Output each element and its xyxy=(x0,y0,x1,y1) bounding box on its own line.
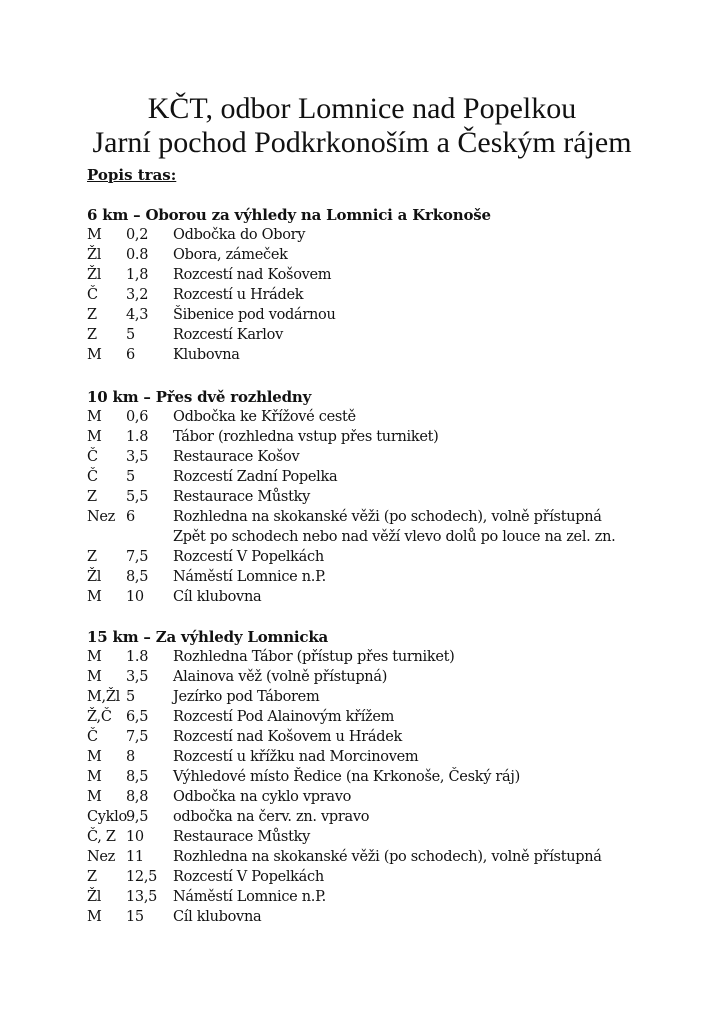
stop-trail-code: M xyxy=(87,649,102,665)
stop-trail-code: Žl xyxy=(87,889,102,905)
stop-trail-code: M xyxy=(87,589,102,605)
stop-distance: 9,5 xyxy=(126,809,149,825)
route-heading: 6 km – Oborou za výhledy na Lomnici a Krkonoše xyxy=(87,206,491,224)
route-6km xyxy=(87,205,687,365)
stop-distance: 6 xyxy=(126,509,135,525)
stop-distance: 3,5 xyxy=(126,669,149,685)
stop-distance: 12,5 xyxy=(126,869,158,885)
document-title: KČT, odbor Lomnice nad Popelkou xyxy=(147,92,577,125)
stop-place: odbočka na červ. zn. vpravo xyxy=(173,809,370,825)
stop-place: Odbočka ke Křížové cestě xyxy=(173,409,356,425)
stop-distance: 0.8 xyxy=(126,247,149,263)
stop-distance: 8,8 xyxy=(126,789,149,805)
stop-place: Cíl klubovna xyxy=(173,909,262,925)
stop-place: Výhledové místo Ředice (na Krkonoše, Český ráj) xyxy=(173,769,520,785)
stop-distance: 1,8 xyxy=(126,267,149,283)
stop-row xyxy=(87,827,687,847)
stop-row xyxy=(87,225,687,245)
stop-row xyxy=(87,867,687,887)
stop-distance: 3,5 xyxy=(126,449,149,465)
stop-place: Obora, zámeček xyxy=(173,247,288,263)
route-heading: 15 km – Za výhledy Lomnicka xyxy=(87,628,329,646)
stop-trail-code: Z xyxy=(87,327,97,343)
stop-trail-code: Č xyxy=(87,449,98,465)
stop-row xyxy=(87,707,687,727)
stop-trail-code: Z xyxy=(87,869,97,885)
stop-trail-code: Z xyxy=(87,307,97,323)
stop-distance: 10 xyxy=(126,589,144,605)
stop-row xyxy=(87,245,687,265)
stop-distance: 7,5 xyxy=(126,729,149,745)
stop-row xyxy=(87,547,687,567)
stop-distance: 7,5 xyxy=(126,549,149,565)
stop-place: Restaurace Můstky xyxy=(173,829,310,845)
stop-row xyxy=(87,687,687,707)
stop-row xyxy=(87,587,687,607)
stop-row xyxy=(87,887,687,907)
stop-row xyxy=(87,567,687,587)
stop-distance: 5,5 xyxy=(126,489,149,505)
stop-row xyxy=(87,345,687,365)
stop-row xyxy=(87,847,687,867)
stop-place: Jezírko pod Táborem xyxy=(173,689,320,705)
section-label-route-descriptions: Popis tras: xyxy=(87,166,177,184)
stop-place: Restaurace Můstky xyxy=(173,489,310,505)
stop-row xyxy=(87,647,687,667)
stop-distance: 15 xyxy=(126,909,144,925)
stop-distance: 11 xyxy=(126,849,144,865)
stop-trail-code: M,Žl xyxy=(87,689,120,705)
stop-place: Rozcestí Karlov xyxy=(173,327,283,343)
stop-trail-code: Č xyxy=(87,469,98,485)
route-15km xyxy=(87,627,687,927)
stop-row xyxy=(87,727,687,747)
stop-row xyxy=(87,325,687,345)
stop-distance: 1.8 xyxy=(126,649,149,665)
stop-row xyxy=(87,747,687,767)
stop-distance: 8 xyxy=(126,749,135,765)
stop-distance: 0,2 xyxy=(126,227,149,243)
stop-place: Rozhledna Tábor (přístup přes turniket) xyxy=(173,649,455,665)
stop-distance: 5 xyxy=(126,689,135,705)
stop-place: Odbočka do Obory xyxy=(173,227,306,243)
stop-distance: 4,3 xyxy=(126,307,149,323)
stop-distance: 8,5 xyxy=(126,769,149,785)
stop-trail-code: Žl xyxy=(87,569,102,585)
stop-row xyxy=(87,667,687,687)
stop-trail-code: M xyxy=(87,769,102,785)
stop-place: Cíl klubovna xyxy=(173,589,262,605)
stop-distance: 6 xyxy=(126,347,135,363)
stop-distance: 0,6 xyxy=(126,409,149,425)
stop-place: Rozcestí V Popelkách xyxy=(173,869,324,885)
stop-place: Alainova věž (volně přístupná) xyxy=(173,669,388,685)
stop-row xyxy=(87,285,687,305)
stop-distance: 5 xyxy=(126,469,135,485)
stop-row xyxy=(87,787,687,807)
stop-place: Rozcestí Pod Alainovým křížem xyxy=(173,709,395,725)
stop-trail-code: M xyxy=(87,789,102,805)
stop-trail-code: Č xyxy=(87,729,98,745)
stop-row xyxy=(87,507,687,527)
stop-trail-code: Ž,Č xyxy=(87,709,112,725)
stop-place: Rozhledna na skokanské věži (po schodech), volně přístupná xyxy=(173,849,602,865)
route-note xyxy=(87,527,687,547)
stop-place: Restaurace Košov xyxy=(173,449,300,465)
stop-place: Rozcestí V Popelkách xyxy=(173,549,324,565)
stop-trail-code: Z xyxy=(87,489,97,505)
stop-place: Náměstí Lomnice n.P. xyxy=(173,889,326,905)
stop-place: Rozhledna na skokanské věži (po schodech), volně přístupná xyxy=(173,509,602,525)
stop-distance: 1.8 xyxy=(126,429,149,445)
stop-row xyxy=(87,767,687,787)
stop-row xyxy=(87,487,687,507)
stop-distance: 13,5 xyxy=(126,889,158,905)
stop-distance: 5 xyxy=(126,327,135,343)
stop-row xyxy=(87,427,687,447)
stop-trail-code: Z xyxy=(87,549,97,565)
stop-place: Náměstí Lomnice n.P. xyxy=(173,569,326,585)
stop-place: Klubovna xyxy=(173,347,240,363)
stop-row xyxy=(87,907,687,927)
stop-place: Šibenice pod vodárnou xyxy=(173,307,336,323)
stop-trail-code: Nez xyxy=(87,849,116,865)
stop-distance: 8,5 xyxy=(126,569,149,585)
stop-trail-code: M xyxy=(87,669,102,685)
document-subtitle-line: Jarní pochod Podkrkonoším a Českým rájem xyxy=(92,126,632,159)
route-10km xyxy=(87,387,687,607)
stop-row xyxy=(87,447,687,467)
route-heading: 10 km – Přes dvě rozhledny xyxy=(87,388,312,406)
stop-trail-code: Žl xyxy=(87,247,102,263)
stop-row xyxy=(87,407,687,427)
stop-row xyxy=(87,305,687,325)
stop-trail-code: Nez xyxy=(87,509,116,525)
stop-trail-code: Č, Z xyxy=(87,829,116,845)
stop-distance: 6,5 xyxy=(126,709,149,725)
stop-place: Rozcestí u křížku nad Morcinovem xyxy=(173,749,419,765)
stop-row xyxy=(87,467,687,487)
stop-distance: 3,2 xyxy=(126,287,149,303)
stop-trail-code: M xyxy=(87,909,102,925)
stop-place: Rozcestí nad Košovem xyxy=(173,267,332,283)
stop-trail-code: Cyklo xyxy=(87,809,127,825)
stop-place: Tábor (rozhledna vstup přes turniket) xyxy=(173,429,439,445)
stop-trail-code: M xyxy=(87,347,102,363)
stop-trail-code: M xyxy=(87,227,102,243)
stop-trail-code: Žl xyxy=(87,267,102,283)
stop-trail-code: M xyxy=(87,409,102,425)
stop-row xyxy=(87,807,687,827)
route-note-text: Zpět po schodech nebo nad věží vlevo dolů po louce na zel. zn. xyxy=(173,529,616,545)
stop-trail-code: M xyxy=(87,429,102,445)
stop-trail-code: Č xyxy=(87,287,98,303)
stop-place: Rozcestí nad Košovem u Hrádek xyxy=(173,729,402,745)
stop-trail-code: M xyxy=(87,749,102,765)
stop-place: Rozcestí u Hrádek xyxy=(173,287,304,303)
stop-place: Odbočka na cyklo vpravo xyxy=(173,789,352,805)
stop-row xyxy=(87,265,687,285)
stop-place: Rozcestí Zadní Popelka xyxy=(173,469,338,485)
stop-distance: 10 xyxy=(126,829,144,845)
